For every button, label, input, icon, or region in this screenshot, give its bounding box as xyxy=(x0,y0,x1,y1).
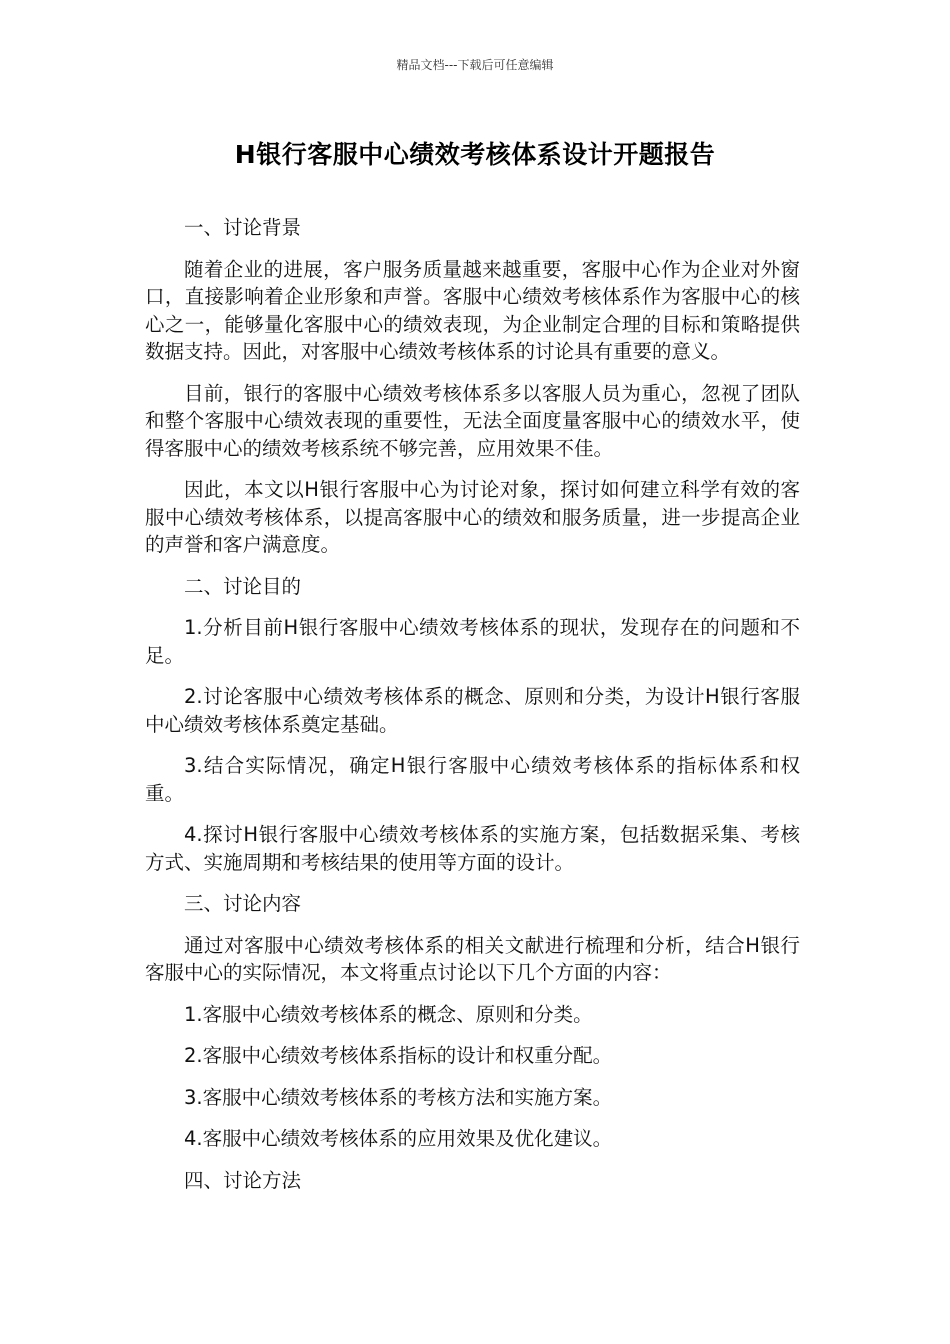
list-item: 2.讨论客服中心绩效考核体系的概念、原则和分类，为设计H银行客服中心绩效考核体系奠定基础。 xyxy=(145,685,800,736)
paragraph: 因此，本文以H银行客服中心为讨论对象，探讨如何建立科学有效的客服中心绩效考核体系，以提高客服中心的绩效和服务质量，进一步提高企业的声誉和客户满意度。 xyxy=(145,478,800,556)
list-item: 1.客服中心绩效考核体系的概念、原则和分类。 xyxy=(184,1002,593,1026)
list-item: 4.探讨H银行客服中心绩效考核体系的实施方案，包括数据采集、考核方式、实施周期和考核结果的使用等方面的设计。 xyxy=(145,823,800,874)
section-heading: 四、讨论方法 xyxy=(184,1168,302,1192)
paragraph: 目前，银行的客服中心绩效考核体系多以客服人员为重心，忽视了团队和整个客服中心绩效表现的重要性，无法全面度量客服中心的绩效水平，使得客服中心的绩效考核系统不够完善，应用效果不佳。 xyxy=(145,381,800,460)
header-note: 精品文档---下载后可任意编辑 xyxy=(396,58,554,72)
paragraph: 通过对客服中心绩效考核体系的相关文献进行梳理和分析，结合H银行客服中心的实际情况，本文将重点讨论以下几个方面的内容： xyxy=(145,933,800,984)
list-item: 3.结合实际情况，确定H银行客服中心绩效考核体系的指标体系和权重。 xyxy=(145,754,800,805)
list-item: 2.客服中心绩效考核体系指标的设计和权重分配。 xyxy=(184,1044,613,1067)
list-item: 3.客服中心绩效考核体系的考核方法和实施方案。 xyxy=(184,1085,613,1109)
document-body xyxy=(145,214,800,1208)
document-title: H银行客服中心绩效考核体系设计开题报告 xyxy=(234,140,716,169)
section-heading: 二、讨论目的 xyxy=(184,574,302,598)
list-item: 4.客服中心绩效考核体系的应用效果及优化建议。 xyxy=(184,1127,613,1150)
section-heading: 三、讨论内容 xyxy=(184,892,302,915)
list-item: 1.分析目前H银行客服中心绩效考核体系的现状，发现存在的问题和不足。 xyxy=(145,616,800,667)
section-heading: 一、讨论背景 xyxy=(184,216,302,239)
paragraph: 随着企业的进展，客户服务质量越来越重要，客服中心作为企业对外窗口，直接影响着企业形象和声誉。客服中心绩效考核体系作为客服中心的核心之一，能够量化客服中心的绩效表现，为企业制定合理的目标和策略提供数据支持。因此，对客服中心绩效考核体系的讨论具有重要的意义。 xyxy=(145,257,800,363)
